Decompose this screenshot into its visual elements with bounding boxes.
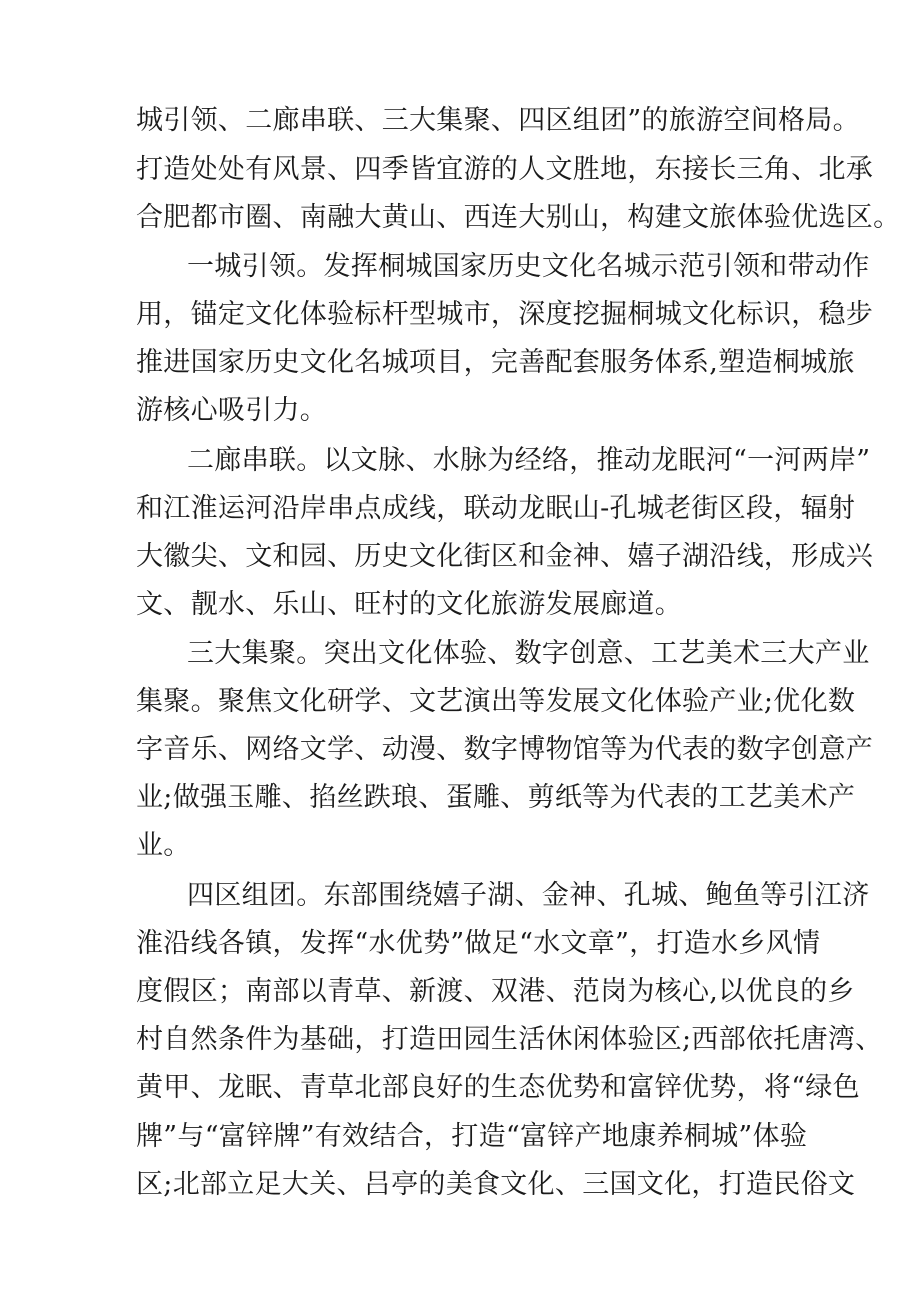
paragraph-first-line: 二廊串联。以文脉、水脉为经络，推动龙眠河“一河两岸” (187, 445, 871, 476)
text-line: 游核心吸引力。 (136, 395, 328, 426)
text-line: 业。 (136, 830, 191, 861)
text-line: 度假区；南部以青草、新渡、双港、范岗为核心,以优良的乡 (136, 976, 855, 1007)
text-line: 用，锚定文化体验标杆型城市，深度挖掘桐城文化标识，稳步 (136, 299, 874, 330)
paragraph-first-line: 一城引领。发挥桐城国家历史文化名城示范引领和带动作 (187, 251, 870, 282)
text-line: 大徽尖、文和园、历史文化街区和金神、嬉子湖沿线，形成兴 (136, 541, 874, 572)
text-line: 字音乐、网络文学、动漫、数字博物馆等为代表的数字创意产 (136, 734, 874, 765)
text-line: 村自然条件为基础，打造田园生活休闲体验区;西部依托唐湾、 (136, 1024, 883, 1055)
text-line: 文、靓水、乐山、旺村的文化旅游发展廊道。 (136, 589, 682, 620)
paragraph-first-line: 三大集聚。突出文化体验、数字创意、工艺美术三大产业 (187, 638, 870, 669)
text-line: 区;北部立足大关、吕亭的美食文化、三国文化，打造民俗文 (136, 1169, 856, 1200)
text-line: 和江淮运河沿岸串点成线，联动龙眠山-孔城老街区段，辐射 (136, 493, 856, 524)
text-line: 淮沿线各镇，发挥“水优势”做足“水文章”，打造水乡风情 (136, 928, 821, 959)
paragraph-first-line: 四区组团。东部围绕嬉子湖、金神、孔城、鲍鱼等引江济 (187, 880, 870, 911)
text-line: 合肥都市圈、南融大黄山、西连大别山，构建文旅体验优选区。 (136, 202, 901, 233)
text-line: 集聚。聚焦文化研学、文艺演出等发展文化体验产业;优化数 (136, 686, 856, 717)
text-line: 城引领、二廊串联、三大集聚、四区组团”的旅游空间格局。 (136, 105, 860, 136)
text-line: 黄甲、龙眠、青草北部良好的生态优势和富锌优势，将“绿色 (136, 1072, 860, 1103)
text-line: 业;做强玉雕、掐丝跌琅、蛋雕、剪纸等为代表的工艺美术产 (136, 782, 856, 813)
text-line: 打造处处有风景、四季皆宜游的人文胜地，东接长三角、北承 (136, 154, 874, 185)
text-line: 牌”与“富锌牌”有效结合，打造“富锌产地康养桐城”体验 (136, 1121, 808, 1152)
text-line: 推进国家历史文化名城项目，完善配套服务体系,塑造桐城旅 (136, 347, 855, 378)
